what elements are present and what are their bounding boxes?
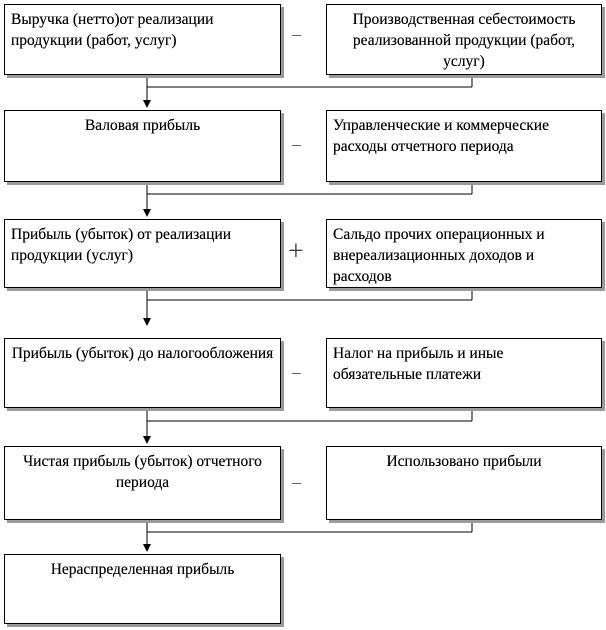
retained-earnings-label: Нераспределенная прибыль bbox=[50, 561, 235, 578]
sales-profit-label: Прибыль (убыток) от реализации продукции (услуг) bbox=[11, 226, 232, 264]
connector-row3-row4 bbox=[143, 290, 472, 326]
pretax-profit-box bbox=[4, 338, 281, 408]
retained-earnings-box bbox=[4, 554, 281, 624]
net-profit-label: Чистая прибыль (убыток) отчетного периода bbox=[23, 453, 262, 491]
plus-operator-row3: + bbox=[288, 236, 304, 267]
pretax-profit-label: Прибыль (убыток) до налогообложения bbox=[11, 345, 274, 362]
profit-used-label: Использовано прибыли bbox=[386, 453, 542, 470]
sales-profit-box bbox=[4, 219, 281, 288]
minus-operator-row4: – bbox=[292, 362, 301, 382]
gross-profit-box bbox=[4, 110, 281, 182]
revenue-label: Выручка (нетто)от реализации продукции (работ, услуг) bbox=[11, 11, 214, 49]
profit-used-box bbox=[326, 446, 602, 520]
minus-operator-row2: – bbox=[292, 134, 301, 154]
net-profit-box bbox=[4, 446, 281, 520]
connector-row2-row3 bbox=[143, 184, 472, 217]
admin-expenses-label: Управленческие и коммерческие расходы отчетного периода bbox=[333, 117, 549, 155]
tax-box bbox=[326, 338, 602, 408]
admin-expenses-box bbox=[326, 110, 602, 182]
other-balance-label: Сальдо прочих операционных и внереализационных доходов и расходов bbox=[333, 226, 545, 285]
connector-row4-row5 bbox=[143, 410, 472, 444]
gross-profit-label: Валовая прибыль bbox=[84, 117, 201, 134]
connector-row1-row2 bbox=[143, 77, 472, 108]
connector-row5-row6 bbox=[143, 522, 472, 552]
minus-operator-row5: – bbox=[292, 472, 301, 492]
other-balance-box bbox=[326, 219, 602, 288]
cost-of-sales-box bbox=[326, 4, 602, 75]
revenue-box bbox=[4, 4, 281, 75]
cost-of-sales-label: Производственная себестоимость реализованной продукции (работ, услуг) bbox=[352, 11, 576, 70]
minus-operator-row1: – bbox=[292, 24, 301, 44]
tax-label: Налог на прибыль и иные обязательные платежи bbox=[333, 345, 504, 383]
